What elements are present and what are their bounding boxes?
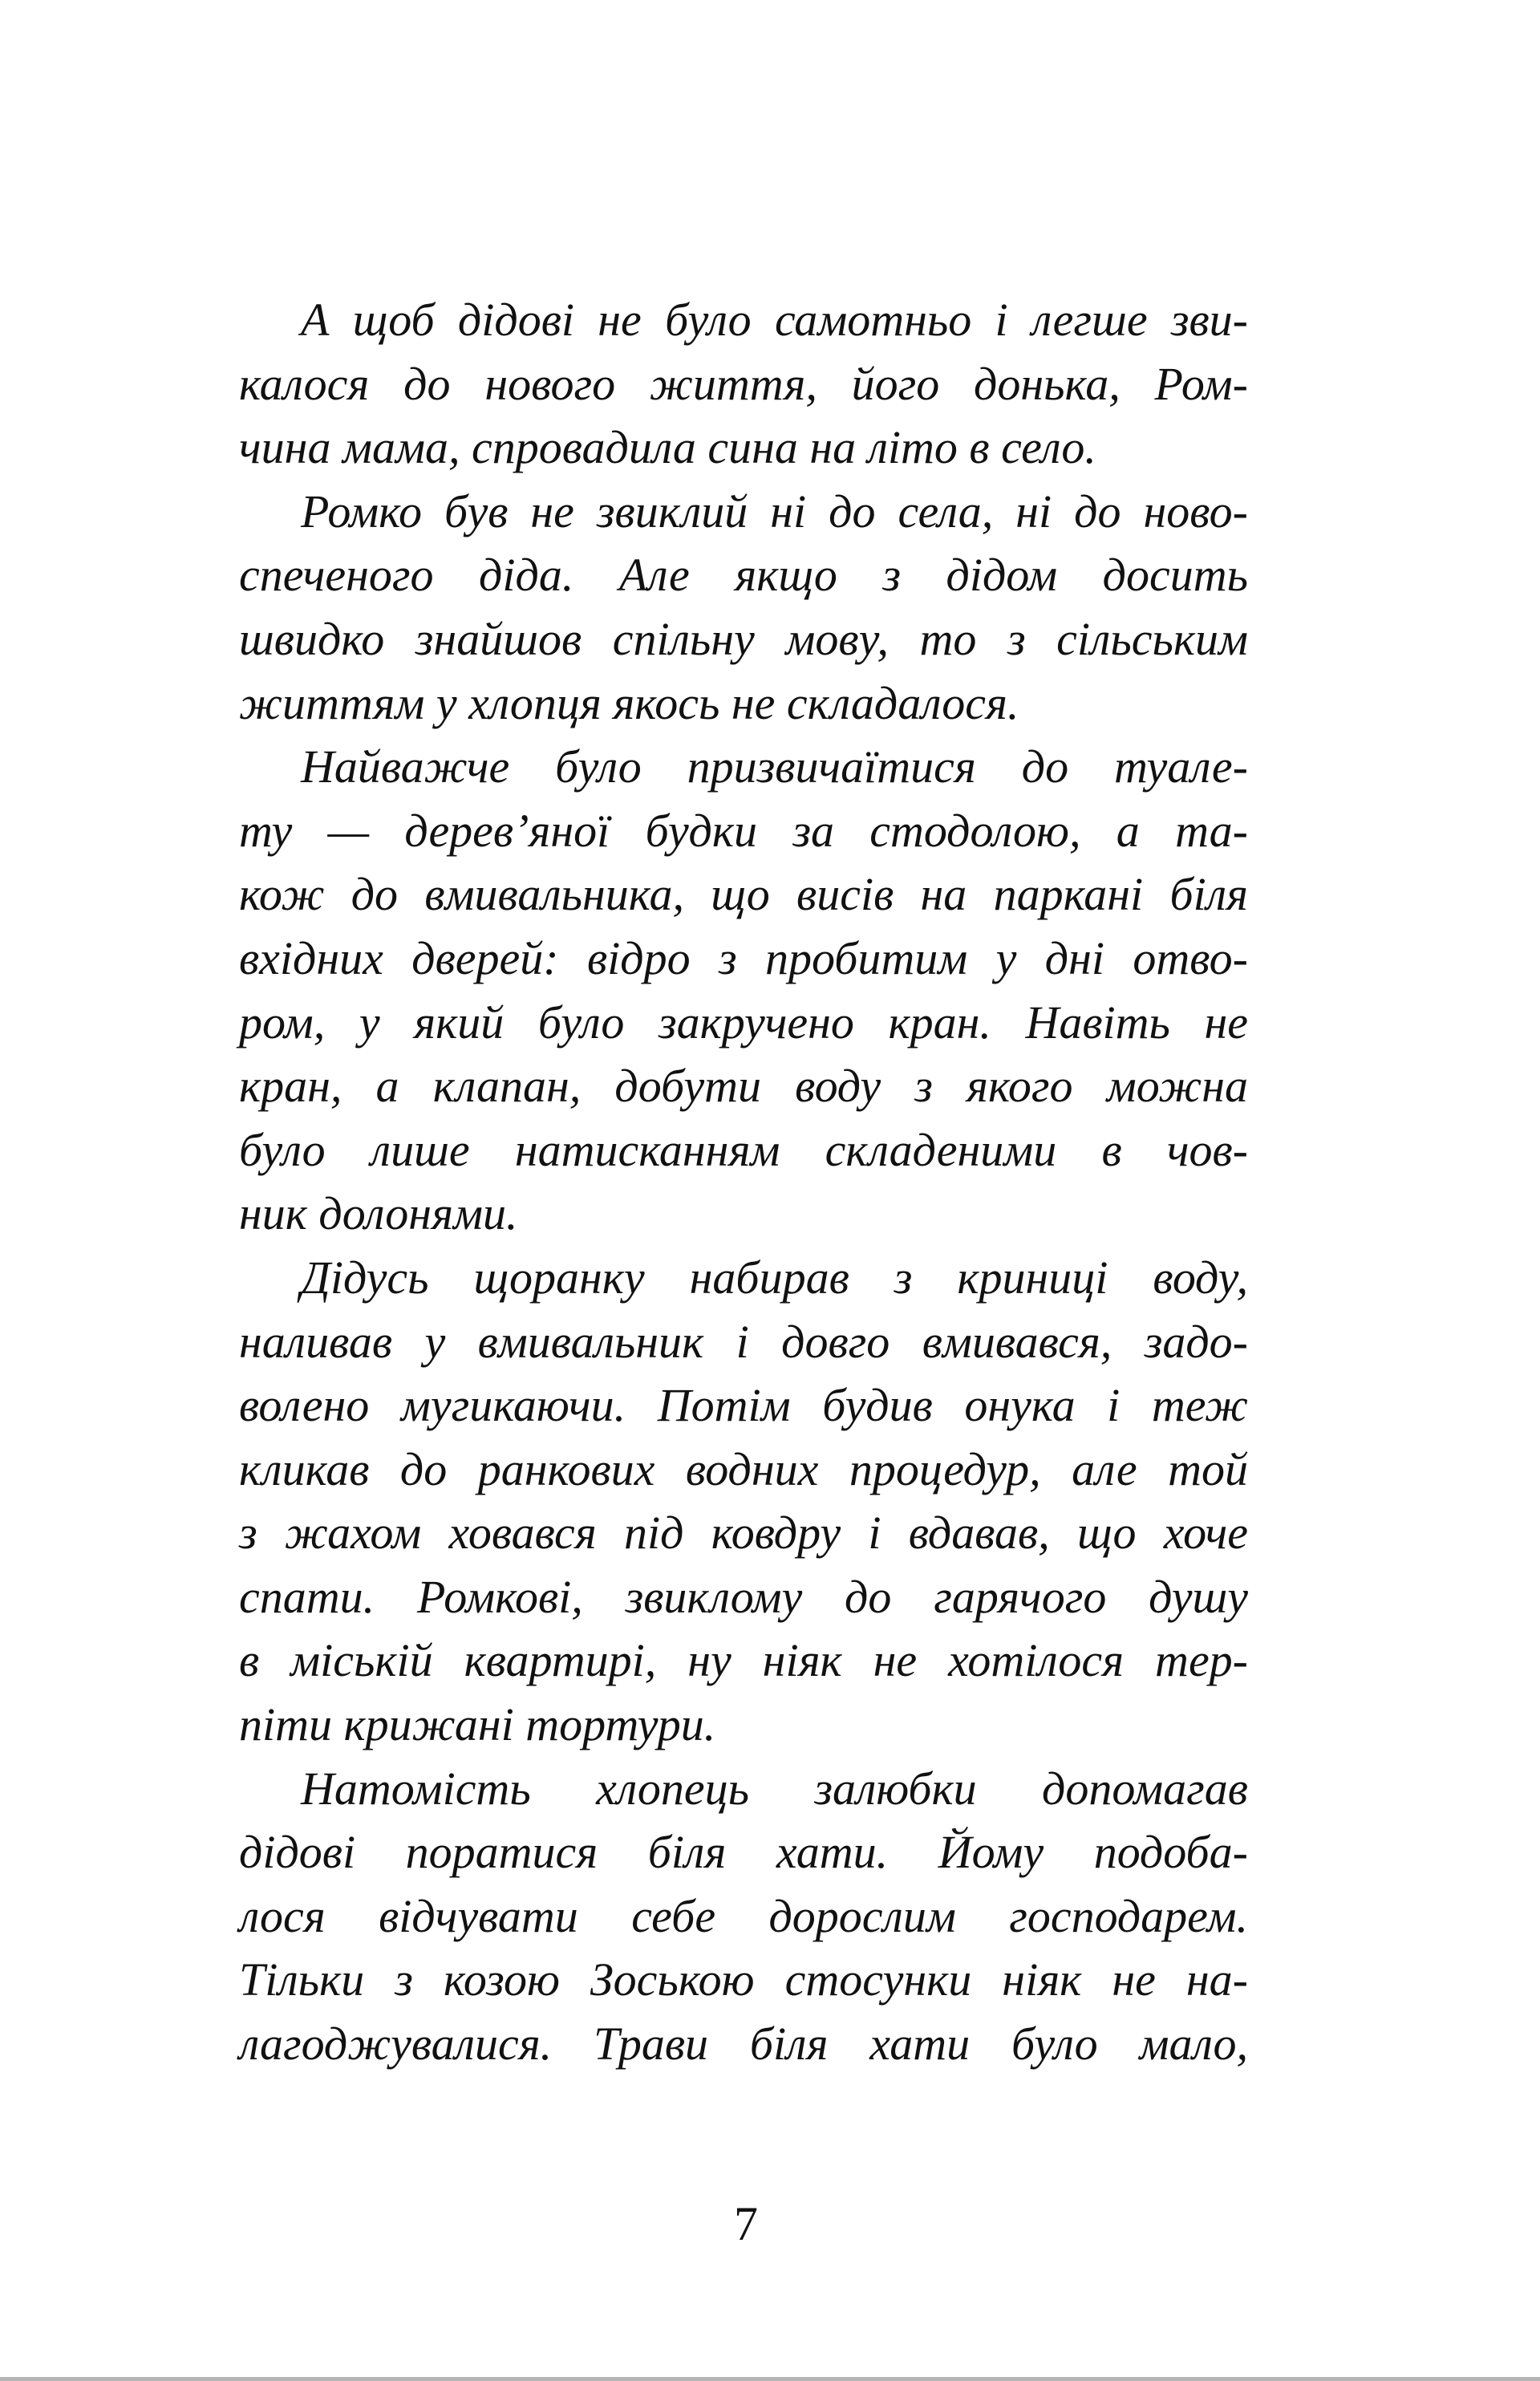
text-line: швидко знайшов спільну мову, то з сільським bbox=[239, 612, 1248, 665]
text-line: було лише натисканням складеними в чов- bbox=[239, 1123, 1248, 1176]
page-number: 7 bbox=[734, 2197, 758, 2250]
text-line: лагоджувалися. Трави біля хати було мало, bbox=[239, 2018, 1248, 2071]
paragraph bbox=[239, 288, 1248, 480]
text-line: Дідусь щоранку набирав з криниці воду, bbox=[301, 1251, 1248, 1304]
text-line: піти крижані тортури. bbox=[239, 1698, 716, 1751]
text-line: Натомість хлопець залюбки допомагав bbox=[301, 1762, 1248, 1815]
text-line: кож до вмивальника, що висів на паркані біля bbox=[239, 868, 1248, 921]
paragraph bbox=[239, 735, 1248, 1246]
text-line: волено мугикаючи. Потім будив онука і теж bbox=[239, 1379, 1248, 1432]
text-line: з жахом ховався під ковдру і вдавав, що хоче bbox=[239, 1507, 1248, 1560]
text-line: спати. Ромкові, звиклому до гарячого душу bbox=[239, 1570, 1248, 1623]
text-line: кран, а клапан, добути воду з якого можна bbox=[239, 1060, 1248, 1113]
text-line: Найважче було призвичаїтися до туале- bbox=[301, 740, 1248, 793]
text-line: калося до нового життя, його донька, Ром- bbox=[239, 357, 1248, 410]
body-text bbox=[239, 288, 1248, 2076]
paragraph bbox=[239, 1246, 1248, 1757]
text-line: вхідних дверей: відро з пробитим у дні отво- bbox=[239, 931, 1248, 984]
text-line: ник долонями. bbox=[239, 1187, 518, 1240]
text-line: лося відчувати себе дорослим господарем. bbox=[239, 1889, 1248, 1942]
text-line: А щоб дідові не було самотньо і легше зви- bbox=[301, 294, 1248, 346]
text-line: наливав у вмивальник і довго вмивався, задо- bbox=[239, 1315, 1248, 1368]
paragraph bbox=[239, 480, 1248, 735]
page-bottom-divider bbox=[0, 2377, 1540, 2381]
text-line: кликав до ранкових водних процедур, але той bbox=[239, 1442, 1248, 1495]
paragraph bbox=[239, 1757, 1248, 2076]
text-line: ром, у який було закручено кран. Навіть не bbox=[239, 996, 1248, 1049]
text-line: ту — дерев’яної будки за стодолою, а та- bbox=[239, 804, 1248, 857]
text-line: в міській квартирі, ну ніяк не хотілося тер- bbox=[239, 1634, 1248, 1687]
text-line: спеченого діда. Але якщо з дідом досить bbox=[239, 549, 1248, 602]
text-line: життям у хлопця якось не складалося. bbox=[239, 676, 1019, 729]
text-line: дідові поратися біля хати. Йому подоба- bbox=[239, 1826, 1248, 1879]
text-line: чина мама, спровадила сина на літо в село. bbox=[239, 421, 1096, 474]
text-line: Тільки з козою Зоською стосунки ніяк не на- bbox=[239, 1953, 1248, 2006]
text-line: Ромко був не звиклий ні до села, ні до ново- bbox=[301, 485, 1248, 537]
